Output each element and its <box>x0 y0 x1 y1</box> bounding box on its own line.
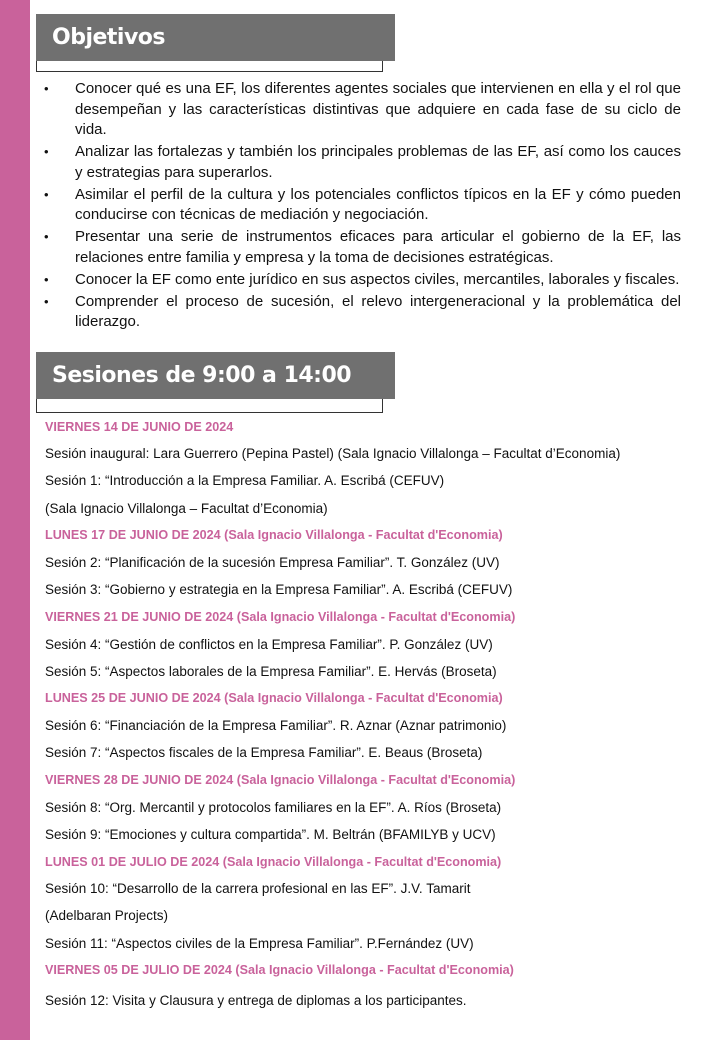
objective-item: • Asimilar el perfil de la cultura y los potenciales conflictos típicos en la EF y cómo pueden conducirse con técnicas de mediación y negociación. <box>44 185 681 223</box>
session-date: LUNES 17 DE JUNIO DE 2024 (Sala Ignacio Villalonga - Facultat d'Economia) <box>45 528 503 543</box>
session-date: VIERNES 14 DE JUNIO DE 2024 <box>45 419 234 434</box>
session-line: Sesión 1: “Introducción a la Empresa Familiar. A. Escribá (CEFUV) <box>45 473 445 489</box>
bullet-icon: • <box>44 186 49 202</box>
bullet-icon: • <box>44 81 49 96</box>
objective-item: • Conocer qué es una EF, los diferentes agentes sociales que intervienen en ella y el rol que desempeñan y las características distintivas que adquiere en cada fase de su ciclo de vida. <box>44 80 681 138</box>
session-line: Sesión 3: “Gobierno y estrategia en la Empresa Familiar”. A. Escribá (CEFUV) <box>45 582 513 598</box>
objective-item: • Conocer la EF como ente jurídico en sus aspectos civiles, mercantiles, laborales y fiscales. <box>40 270 681 291</box>
objective-item: • Analizar las fortalezas y también los principales problemas de las EF, así como los cauces y estrategias para superarlos. <box>44 143 681 181</box>
objective-item: • Presentar una serie de instrumentos eficaces para articular el gobierno de la EF, las relaciones entre familia y empresa y la toma de decisiones estratégicas. <box>44 228 681 266</box>
sessions-schedule <box>45 413 685 1014</box>
session-date: VIERNES 05 DE JULIO DE 2024 (Sala Ignacio Villalonga - Facultat d'Economia) <box>45 963 514 978</box>
session-line: Sesión inaugural: Lara Guerrero (Pepina Pastel) (Sala Ignacio Villalonga – Facultat d’Economia) <box>45 446 621 462</box>
session-date: LUNES 01 DE JULIO DE 2024 (Sala Ignacio Villalonga - Facultat d'Economia) <box>45 854 502 869</box>
session-line: (Adelbaran Projects) <box>45 908 169 924</box>
session-date: VIERNES 21 DE JUNIO DE 2024 (Sala Ignacio Villalonga - Facultat d'Economia) <box>45 609 516 624</box>
session-line: Sesión 11: “Aspectos civiles de la Empresa Familiar”. P.Fernández (UV) <box>45 935 474 951</box>
session-line: Sesión 9: “Emociones y cultura compartida”. M. Beltrán (BFAMILYB y UCV) <box>45 826 496 842</box>
session-line: Sesión 10: “Desarrollo de la carrera profesional en las EF”. J.V. Tamarit <box>45 881 471 897</box>
session-line: Sesión 12: Visita y Clausura y entrega de diplomas a los participantes. <box>45 993 467 1009</box>
session-line: Sesión 5: “Aspectos laborales de la Empresa Familiar”. E. Hervás (Broseta) <box>45 663 497 679</box>
side-accent-bar <box>0 0 30 1040</box>
session-date: VIERNES 28 DE JUNIO DE 2024 (Sala Ignacio Villalonga - Facultat d'Economia) <box>45 773 516 788</box>
session-line: Sesión 4: “Gestión de conflictos en la Empresa Familiar”. P. González (UV) <box>45 636 493 652</box>
objectives-list <box>40 79 681 334</box>
session-date: LUNES 25 DE JUNIO DE 2024 (Sala Ignacio Villalonga - Facultat d'Economia) <box>45 691 503 706</box>
objective-item: • Comprender el proceso de sucesión, el relevo intergeneracional y la problemática del liderazgo. <box>44 292 681 330</box>
objectives-title: Objetivos <box>36 14 395 61</box>
session-line: Sesión 7: “Aspectos fiscales de la Empresa Familiar”. E. Beaus (Broseta) <box>45 745 483 761</box>
session-line: Sesión 2: “Planificación de la sucesión Empresa Familiar”. T. González (UV) <box>45 555 500 571</box>
bullet-icon: • <box>44 144 49 159</box>
bullet-icon: • <box>44 293 49 309</box>
bullet-icon: • <box>44 271 49 287</box>
session-line: Sesión 6: “Financiación de la Empresa Familiar”. R. Aznar (Aznar patrimonio) <box>45 718 507 734</box>
session-line: (Sala Ignacio Villalonga – Facultat d’Economia) <box>45 500 328 516</box>
session-line: Sesión 8: “Org. Mercantil y protocolos familiares en la EF”. A. Ríos (Broseta) <box>45 799 502 815</box>
bullet-icon: • <box>44 229 49 244</box>
sessions-title: Sesiones de 9:00 a 14:00 <box>36 352 395 399</box>
